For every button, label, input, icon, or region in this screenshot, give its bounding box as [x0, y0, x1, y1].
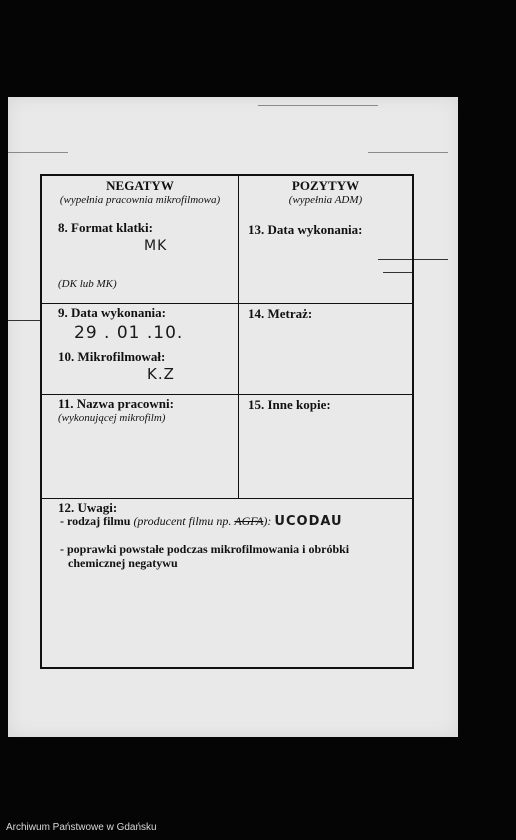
film-hint: (producent filmu np.	[133, 514, 232, 528]
pozytyw-header	[239, 178, 412, 206]
date-value: 29 . 01 .10.	[74, 323, 184, 343]
film-hint-end: ):	[263, 514, 272, 528]
row-divider	[42, 303, 412, 304]
repairs-line-1: - poprawki powstałe podczas mikrofilmowania i obróbki	[60, 542, 350, 556]
repairs-line-2: chemicznej negatywu	[68, 556, 178, 570]
lab-hint: (wykonującej mikrofilm)	[58, 412, 166, 424]
format-hint: (DK lub MK)	[58, 278, 117, 290]
format-value: MK	[144, 238, 168, 254]
uwagi-label: 12. Uwagi:	[58, 500, 118, 515]
film-prefix: - rodzaj filmu	[60, 514, 131, 528]
microfilm-form	[40, 174, 414, 669]
scratch-mark	[8, 320, 40, 321]
copies-label: 15. Inne kopie:	[248, 397, 331, 412]
scratch-mark	[368, 152, 448, 153]
film-value: UCODAU	[274, 514, 343, 529]
negatyw-subtitle: (wypełnia pracownia mikrofilmowa)	[59, 194, 221, 206]
negatyw-title: NEGATYW	[106, 178, 174, 193]
archive-footer: Archiwum Państwowe w Gdańsku	[6, 822, 157, 833]
negatyw-header	[42, 178, 238, 206]
date-label: 9. Data wykonania:	[58, 305, 166, 320]
length-label: 14. Metraż:	[248, 306, 313, 321]
pozytyw-date-label: 13. Data wykonania:	[248, 222, 363, 237]
film-example: AGFA	[234, 514, 264, 528]
scratch-mark	[258, 105, 378, 106]
lab-label: 11. Nazwa pracowni:	[58, 396, 174, 411]
format-label: 8. Format klatki:	[58, 220, 153, 235]
row-divider	[42, 498, 412, 499]
operator-label: 10. Mikrofilmował:	[58, 349, 166, 364]
row-divider	[42, 394, 412, 395]
operator-value: K.Z	[147, 365, 175, 383]
column-divider	[238, 176, 239, 498]
scratch-mark	[8, 152, 68, 153]
pozytyw-title: POZYTYW	[291, 178, 360, 193]
lab-block	[58, 396, 174, 424]
pozytyw-subtitle: (wypełnia ADM)	[288, 194, 363, 206]
film-type-line	[60, 514, 343, 529]
